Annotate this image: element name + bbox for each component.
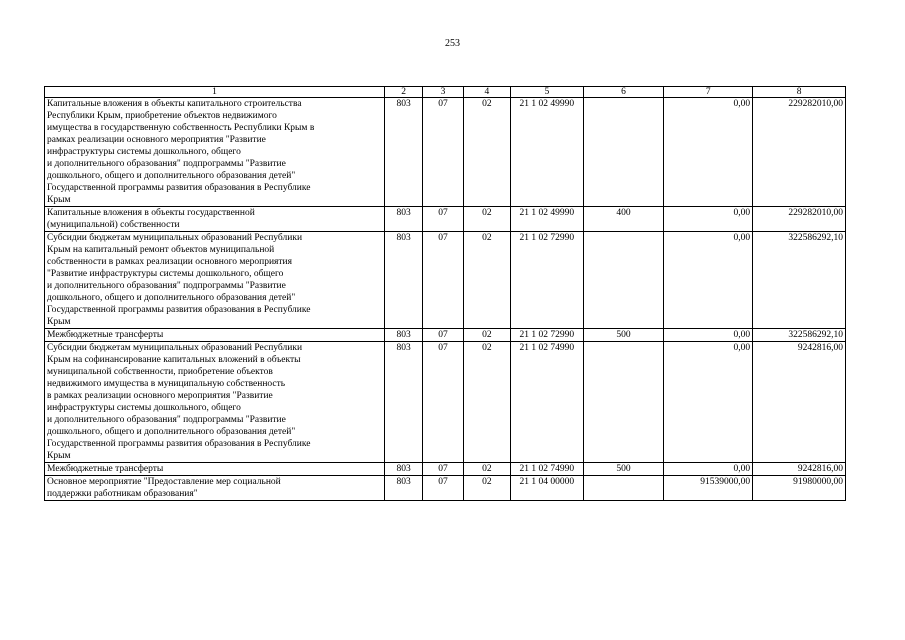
row-name: Субсидии бюджетам муниципальных образований Республики Крым на капитальный ремонт объектов муниципальной собственности в рамках реализации основного мероприятия "Развитие инфраструктуры системы дошкольного, общего и дополнительного образования" подпрограммы "Развитие дошкольного, общего и дополнительного образования детей" Государственной программы развития образования в Республике Крым	[45, 232, 385, 329]
amount-col8: 9242816,00	[753, 342, 846, 463]
section-code: 07	[423, 207, 463, 232]
target-article-code: 21 1 02 72990	[511, 329, 584, 342]
amount-col7: 0,00	[664, 463, 753, 476]
table-row	[45, 342, 846, 463]
column-number-row	[45, 87, 846, 98]
section-code: 07	[423, 329, 463, 342]
amount-col8: 322586292,10	[753, 232, 846, 329]
section-code: 07	[423, 463, 463, 476]
column-header: 4	[463, 87, 510, 98]
section-code: 07	[423, 98, 463, 207]
target-article-code: 21 1 02 74990	[511, 463, 584, 476]
subsection-code: 02	[463, 342, 510, 463]
amount-col8: 229282010,00	[753, 98, 846, 207]
expense-type-code	[583, 98, 664, 207]
column-header: 6	[583, 87, 664, 98]
expense-type-code	[583, 232, 664, 329]
target-article-code: 21 1 04 00000	[511, 476, 584, 501]
page-number: 253	[445, 38, 460, 49]
ministry-code: 803	[384, 207, 422, 232]
table-row	[45, 329, 846, 342]
expense-type-code	[583, 476, 664, 501]
section-code: 07	[423, 342, 463, 463]
column-header: 2	[384, 87, 422, 98]
row-name: Межбюджетные трансферты	[45, 463, 385, 476]
column-header: 1	[45, 87, 385, 98]
section-code: 07	[423, 476, 463, 501]
expense-type-code	[583, 342, 664, 463]
column-header: 7	[664, 87, 753, 98]
row-name: Субсидии бюджетам муниципальных образований Республики Крым на софинансирование капитальных вложений в объекты муниципальной собственности, приобретение объектов недвижимого имущества в муниципальную собственность в рамках реализации основного мероприятия "Развитие инфраструктуры системы дошкольного, общего и дополнительного образования" подпрограммы "Развитие дошкольного, общего и дополнительного образования детей" Государственной программы развития образования в Республике Крым	[45, 342, 385, 463]
subsection-code: 02	[463, 329, 510, 342]
subsection-code: 02	[463, 463, 510, 476]
row-name: Капитальные вложения в объекты капитального строительства Республики Крым, приобретение объектов недвижимого имущества в государственную собственность Республики Крым в рамках реализации основного мероприятия "Развитие инфраструктуры системы дошкольного, общего и дополнительного образования" подпрограммы "Развитие дошкольного, общего и дополнительного образования детей" Государственной программы развития образования в Республике Крым	[45, 98, 385, 207]
subsection-code: 02	[463, 98, 510, 207]
target-article-code: 21 1 02 49990	[511, 207, 584, 232]
table-row	[45, 232, 846, 329]
ministry-code: 803	[384, 476, 422, 501]
table-row	[45, 207, 846, 232]
amount-col7: 0,00	[664, 329, 753, 342]
subsection-code: 02	[463, 207, 510, 232]
row-name: Основное мероприятие "Предоставление мер социальной поддержки работникам образования"	[45, 476, 385, 501]
table-row	[45, 476, 846, 501]
amount-col8: 229282010,00	[753, 207, 846, 232]
expense-type-code: 500	[583, 463, 664, 476]
table-row	[45, 98, 846, 207]
target-article-code: 21 1 02 74990	[511, 342, 584, 463]
column-header: 8	[753, 87, 846, 98]
amount-col7: 91539000,00	[664, 476, 753, 501]
amount-col8: 91980000,00	[753, 476, 846, 501]
section-code: 07	[423, 232, 463, 329]
column-header: 5	[511, 87, 584, 98]
subsection-code: 02	[463, 232, 510, 329]
budget-table	[44, 86, 846, 501]
ministry-code: 803	[384, 232, 422, 329]
expense-type-code: 400	[583, 207, 664, 232]
amount-col7: 0,00	[664, 232, 753, 329]
target-article-code: 21 1 02 49990	[511, 98, 584, 207]
amount-col8: 9242816,00	[753, 463, 846, 476]
expense-type-code: 500	[583, 329, 664, 342]
amount-col7: 0,00	[664, 342, 753, 463]
ministry-code: 803	[384, 98, 422, 207]
amount-col7: 0,00	[664, 207, 753, 232]
row-name: Межбюджетные трансферты	[45, 329, 385, 342]
amount-col8: 322586292,10	[753, 329, 846, 342]
ministry-code: 803	[384, 329, 422, 342]
table-row	[45, 463, 846, 476]
ministry-code: 803	[384, 342, 422, 463]
amount-col7: 0,00	[664, 98, 753, 207]
subsection-code: 02	[463, 476, 510, 501]
ministry-code: 803	[384, 463, 422, 476]
row-name: Капитальные вложения в объекты государственной (муниципальной) собственности	[45, 207, 385, 232]
target-article-code: 21 1 02 72990	[511, 232, 584, 329]
column-header: 3	[423, 87, 463, 98]
